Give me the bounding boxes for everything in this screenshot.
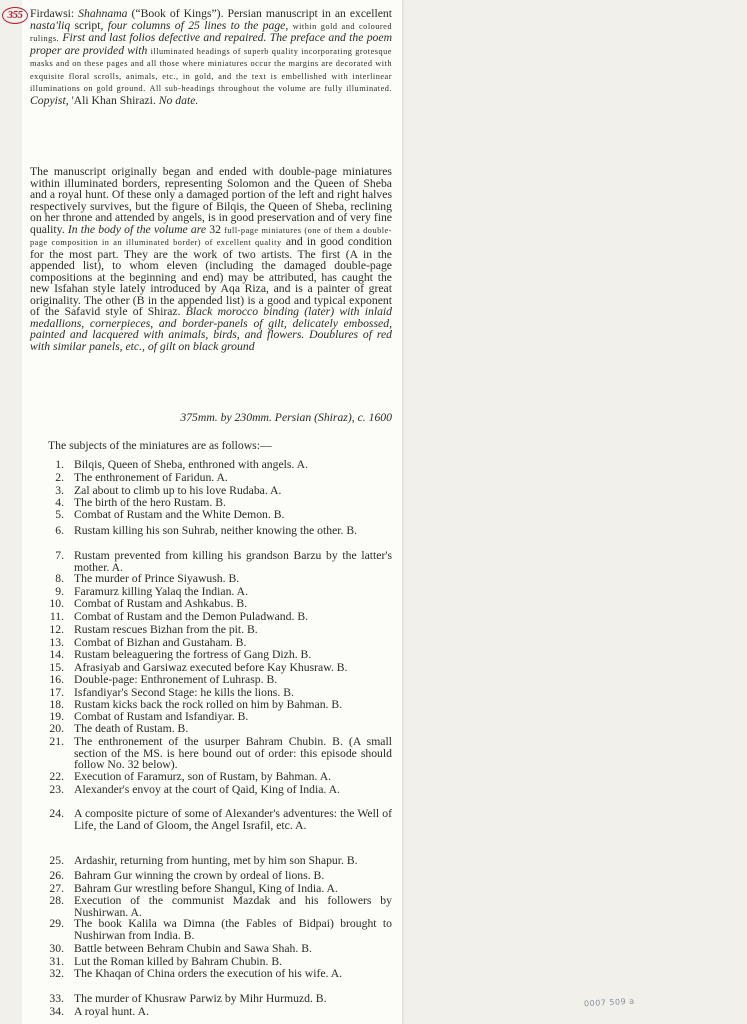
subject-number: 23.: [49, 783, 64, 796]
subject-text: The murder of Khusraw Parwiz by Mihr Hurmuzd. B.: [74, 992, 327, 1005]
subject-number: 27.: [49, 882, 64, 895]
subject-text: Bilqis, Queen of Sheba, enthroned with angels. A.: [74, 458, 309, 471]
subject-text: Rustam rescues Bizhan from the pit. B.: [74, 623, 258, 636]
subject-number: 18.: [49, 698, 64, 711]
subject-text: Faramurz killing Yalaq the Indian. A.: [74, 585, 248, 598]
manuscript-description: [30, 8, 392, 106]
dimensions-and-origin: 375mm. by 230mm. Persian (Shiraz), c. 1600: [180, 411, 392, 424]
subject-text: Combat of Bizhan and Gustaham. B.: [74, 636, 247, 649]
copyist-name: 'Ali Khan Shirazi.: [71, 93, 156, 107]
subject-text: Ardashir, returning from hunting, met by him son Shapur. B.: [74, 854, 358, 867]
author-name: Firdawsi:: [30, 7, 75, 20]
subject-number: 25.: [49, 854, 64, 867]
subject-text: Battle between Behram Chubin and Sawa Shah. B.: [74, 942, 312, 955]
subject-text: Rustam killing his son Suhrab, neither knowing the other. B.: [74, 524, 358, 537]
description-text: script,: [74, 18, 104, 32]
lot-number-badge: 355: [2, 7, 28, 24]
subject-number: 34.: [49, 1005, 64, 1018]
subject-text: The enthronement of the usurper Bahram Chubin. B. (A small section of the MS. is here bound out of order: this episode should follow No. 32 below).: [74, 735, 392, 771]
subject-text: Lut the Roman killed by Bahram Chubin. B.: [74, 955, 283, 968]
subject-number: 4.: [55, 496, 64, 509]
miniature-count: 32: [209, 222, 221, 236]
subject-number: 5.: [55, 508, 64, 521]
subject-number: 29.: [49, 917, 64, 930]
subject-number: 9.: [55, 585, 64, 598]
subjects-intro: The subjects of the miniatures are as follows:—: [48, 439, 272, 452]
subject-number: 12.: [49, 623, 64, 636]
artists-text: and in good condition for the most part. They are the work of two artists. The first (A in the appended list), to whom eleven (including the damaged double-page compositions at the beginning and end) may be attributed, has caught the new Isfahan style lately introduced by Aqa Riza, and is a painter of great originality. The other (B in the appended list) is a good and typical exponent of the Safavid style of Shiraz.: [30, 235, 392, 318]
subject-text: Rustam beleaguering the fortress of Gang Dizh. B.: [74, 648, 312, 661]
subject-text: Combat of Rustam and Ashkabus. B.: [74, 597, 248, 610]
miniatures-description: [30, 166, 392, 352]
work-title: Shahnama: [78, 7, 128, 20]
subject-text: Isfandiyar's Second Stage: he kills the lions. B.: [74, 686, 294, 699]
subject-text: The birth of the hero Rustam. B.: [74, 496, 226, 509]
subject-number: 6.: [55, 524, 64, 537]
subject-text: Combat of Rustam and the Demon Puladwand. B.: [74, 610, 309, 623]
subject-text: The Khaqan of China orders the execution of his wife. A.: [74, 967, 343, 980]
subject-number: 14.: [49, 648, 64, 661]
subject-number: 3.: [55, 484, 64, 497]
subject-text: Afrasiyab and Garsiwaz executed before Kay Khusraw. B.: [74, 661, 348, 674]
script-name: nasta'liq: [30, 18, 71, 32]
description-text: (“Book of Kings”). Persian manuscript in an excellent: [131, 7, 393, 20]
subject-text: Execution of Faramurz, son of Rustam, by Bahman. A.: [74, 770, 332, 783]
subject-number: 32.: [49, 967, 64, 980]
subject-number: 8.: [55, 572, 64, 585]
subject-text: The murder of Prince Siyawush. B.: [74, 572, 240, 585]
subject-number: 13.: [49, 636, 64, 649]
inventory-number: 0007 509 a: [583, 996, 635, 1009]
subject-text: Zal about to climb up to his love Rudaba. A.: [74, 484, 282, 497]
condition-note: First and last folios defective and repaired. The preface and the poem proper are provided with: [30, 31, 393, 57]
subject-text: Alexander's envoy at the court of Qaid, King of India. A.: [74, 783, 340, 796]
subject-number: 24.: [49, 807, 64, 820]
date-note: No date.: [158, 93, 199, 107]
subheading-note: All sub-headings throughout the volume are fully illuminated.: [149, 84, 392, 93]
subject-text: Combat of Rustam and the White Demon. B.: [74, 508, 285, 521]
illumination-note: illuminated headings of superb quality incorporating grotesque masks and on these pages and all those where miniatures occur the margins are decorated with exquisite floral scrolls, animals, etc., in gold, and the text is embellished with interlinear illuminations on gold ground.: [30, 46, 392, 93]
subject-text: The death of Rustam. B.: [74, 722, 189, 735]
subject-text: A composite picture of some of Alexander's adventures: the Well of Life, the Land of Gloom, the Angel Israfil, etc. A.: [74, 807, 392, 832]
subject-number: 7.: [55, 549, 64, 562]
subject-number: 2.: [55, 471, 64, 484]
subject-number: 1.: [55, 458, 64, 471]
rulings-note: within gold and coloured rulings.: [30, 21, 393, 43]
subject-number: 15.: [49, 661, 64, 674]
subject-number: 16.: [49, 673, 64, 686]
subject-number: 31.: [49, 955, 64, 968]
subject-number: 28.: [49, 894, 64, 907]
subject-text: Bahram Gur winning the crown by ordeal of lions. B.: [74, 869, 325, 882]
subject-number: 26.: [49, 869, 64, 882]
subject-number: 11.: [49, 610, 64, 623]
subject-number: 17.: [49, 686, 64, 699]
subject-number: 21.: [49, 735, 64, 748]
subject-number: 20.: [49, 722, 64, 735]
subject-text: Bahram Gur wrestling before Shangul, King of India. A.: [74, 882, 338, 895]
subject-number: 22.: [49, 770, 64, 783]
description-text: The manuscript originally began and ended with double-page miniatures within illuminated borders, representing Solomon and the Queen of Sheba and a royal hunt. Of these only a damaged portion of the left and right halves respectively survives, but the figure of Bilqis, the Queen of Sheba, reclining on her throne and attended by angels, is in good preservation and of very fine quality.: [30, 165, 392, 236]
subject-text: Double-page: Enthronement of Luhrasp. B.: [74, 673, 278, 686]
subject-number: 10.: [49, 597, 64, 610]
subject-text: Rustam prevented from killing his grandson Barzu by the latter's mother. A.: [74, 549, 392, 574]
subject-number: 33.: [49, 992, 64, 1005]
miniature-note: full-page miniatures (one of them a double-page composition in an illuminated border) of excellent quality: [30, 225, 393, 247]
binding-note: Black morocco binding (later) with inlaid medallions, cornerpieces, and border-panels of gilt, delicately embossed, painted and lacquered with animals, birds, and flowers. Doublures of red with similar panels, etc., of gilt on black ground: [30, 305, 393, 353]
subject-text: Rustam kicks back the rock rolled on him by Bahman. B.: [74, 698, 343, 711]
layout-note: four columns of 25 lines to the page,: [107, 18, 289, 32]
subject-number: 30.: [49, 942, 64, 955]
subject-text: A royal hunt. A.: [74, 1005, 149, 1018]
subject-text: Execution of the communist Mazdak and his followers by Nushirwan. A.: [74, 894, 392, 919]
subject-text: The book Kalila wa Dimna (the Fables of Bidpai) brought to Nushirwan from India. B.: [74, 917, 392, 942]
subject-text: The enthronement of Faridun. A.: [74, 471, 228, 484]
subject-text: Combat of Rustam and Isfandiyar. B.: [74, 710, 249, 723]
miniature-count-label: In the body of the volume are: [67, 222, 207, 236]
copyist-label: Copyist,: [30, 93, 69, 107]
subject-number: 19.: [49, 710, 64, 723]
